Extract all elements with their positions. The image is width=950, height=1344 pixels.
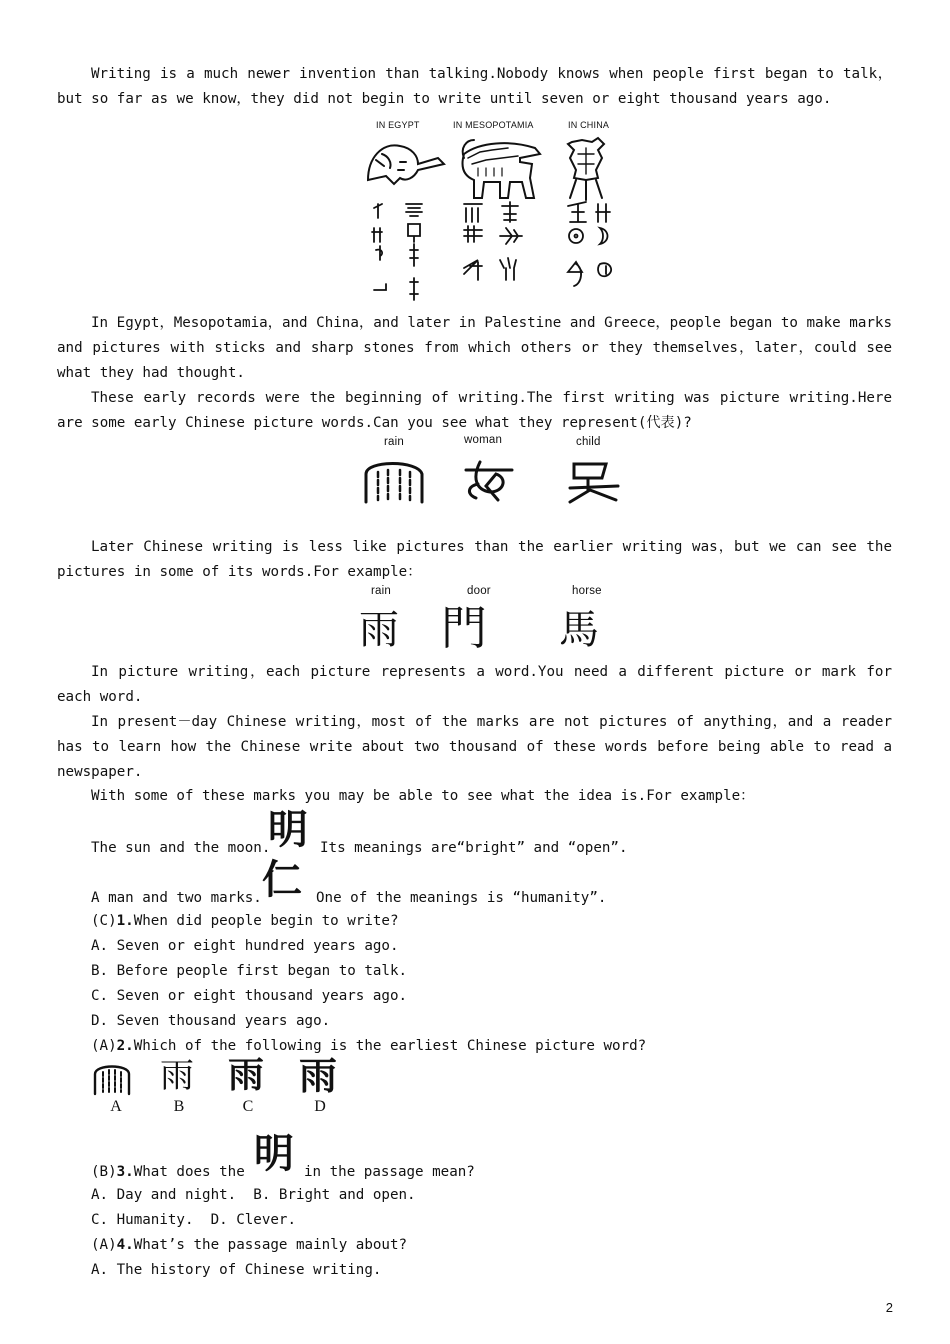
question-3-answer: (B)	[91, 1164, 117, 1180]
woman-pictograph	[466, 462, 512, 500]
label-in-egypt: IN EGYPT	[376, 120, 420, 130]
paragraph-5: In picture writing，each picture represents a word.You need a different picture or mark for each word.	[57, 664, 892, 705]
question-1-answer: (C)	[91, 913, 117, 929]
question-3-text-pre: What does the	[133, 1164, 245, 1180]
question-4	[91, 1233, 407, 1258]
door-character: 門	[441, 601, 487, 655]
paragraph-3: These early records were the beginning of writing.The first writing was picture writing.Here are some early Chinese picture words.Can you see what they represent(代表)?	[57, 390, 892, 431]
question-3-options-ab: A. Day and night. B. Bright and open.	[91, 1187, 416, 1203]
rain-pictograph	[366, 464, 422, 503]
china-vessel-glyph	[568, 138, 604, 200]
question-1-option-c: C. Seven or eight thousand years ago.	[91, 988, 408, 1004]
question-4-answer: (A)	[91, 1237, 117, 1253]
option-c-label: C	[242, 1098, 254, 1115]
question-1-option-a: A. Seven or eight hundred years ago.	[91, 938, 399, 954]
question-2-options	[88, 1054, 348, 1122]
question-2-answer: (A)	[91, 1038, 117, 1054]
early-picture-words-figure	[358, 434, 628, 508]
label-rain-2: rain	[371, 585, 391, 597]
ming-character: 明	[268, 807, 308, 853]
question-3-ming-character: 明	[254, 1131, 294, 1177]
child-pictograph	[570, 464, 618, 502]
question-4-option-a: A. The history of Chinese writing.	[91, 1262, 382, 1278]
question-1	[91, 909, 399, 934]
example-2-meaning: One of the meanings is “humanity”.	[316, 890, 607, 906]
question-4-text: What’s the passage mainly about?	[133, 1237, 408, 1253]
question-1-text: When did people begin to write?	[133, 913, 399, 929]
question-3-number: 3.	[116, 1164, 134, 1180]
label-in-mesopotamia: IN MESOPOTAMIA	[453, 120, 534, 130]
question-1-number: 1.	[116, 913, 134, 929]
paragraph-1: Writing is a much newer invention than talking.Nobody knows when people first began to talk，but so far as we know，they did not begin to write until seven or eight thousand years ago.	[57, 66, 892, 107]
page-number: 2	[885, 1300, 893, 1315]
paragraph-4: Later Chinese writing is less like pictures than the earlier writing was，but we can see the pictures in some of its words.For example：	[57, 539, 892, 580]
option-b-label: B	[173, 1098, 185, 1115]
ancient-scripts-figure	[360, 118, 625, 306]
option-c-regular-character: 雨	[228, 1055, 265, 1096]
horse-character: 馬	[559, 607, 599, 653]
question-3-text-post: in the passage mean?	[304, 1164, 475, 1180]
question-2-number: 2.	[116, 1038, 134, 1054]
ren-character: 仁	[262, 857, 302, 903]
label-child: child	[576, 436, 601, 448]
label-horse: horse	[572, 585, 602, 597]
label-door: door	[467, 585, 491, 597]
paragraph-2: In Egypt，Mesopotamia，and China，and later in Palestine and Greece，people began to make marks and pictures with sticks and sharp stones from which others or they themselves，later，could see what they had thought.	[57, 315, 892, 381]
example-1-text: The sun and the moon.	[91, 840, 271, 856]
question-3-options-cd: C. Humanity. D. Clever.	[91, 1212, 296, 1228]
ancient-scripts-drawing	[360, 118, 625, 306]
question-1-option-d: D. Seven thousand years ago.	[91, 1013, 331, 1029]
option-a-label: A	[110, 1098, 122, 1115]
rain-character: 雨	[359, 607, 399, 653]
paragraph-7: With some of these marks you may be able to see what the idea is.For example：	[91, 788, 755, 804]
egypt-sphinx-glyph	[368, 145, 444, 184]
example-1-meaning: Its meanings are“bright” and “open”.	[320, 840, 628, 856]
label-rain: rain	[384, 436, 404, 448]
question-1-option-b: B. Before people first began to talk.	[91, 963, 408, 979]
label-in-china: IN CHINA	[568, 120, 610, 130]
mesopotamia-winged-bull-glyph	[462, 140, 540, 198]
later-characters-figure	[355, 584, 625, 660]
option-a-rain-pictograph	[92, 1058, 132, 1096]
paragraph-6: In present－day Chinese writing，most of the marks are not pictures of anything，and a reader has to learn how the Chinese write about two thousand of these words before being able to read a newspaper.	[57, 714, 892, 780]
option-d-label: D	[314, 1098, 326, 1115]
question-2-text: Which of the following is the earliest Chinese picture word?	[133, 1038, 647, 1054]
question-3	[91, 1160, 245, 1185]
question-4-number: 4.	[116, 1237, 134, 1253]
label-woman: woman	[464, 434, 503, 446]
example-2-text: A man and two marks.	[91, 890, 262, 906]
option-b-seal-character: 雨	[160, 1056, 194, 1096]
glyph-rows	[372, 202, 611, 300]
early-picture-words-drawing	[358, 434, 628, 508]
option-d-bold-character: 雨	[299, 1054, 338, 1098]
